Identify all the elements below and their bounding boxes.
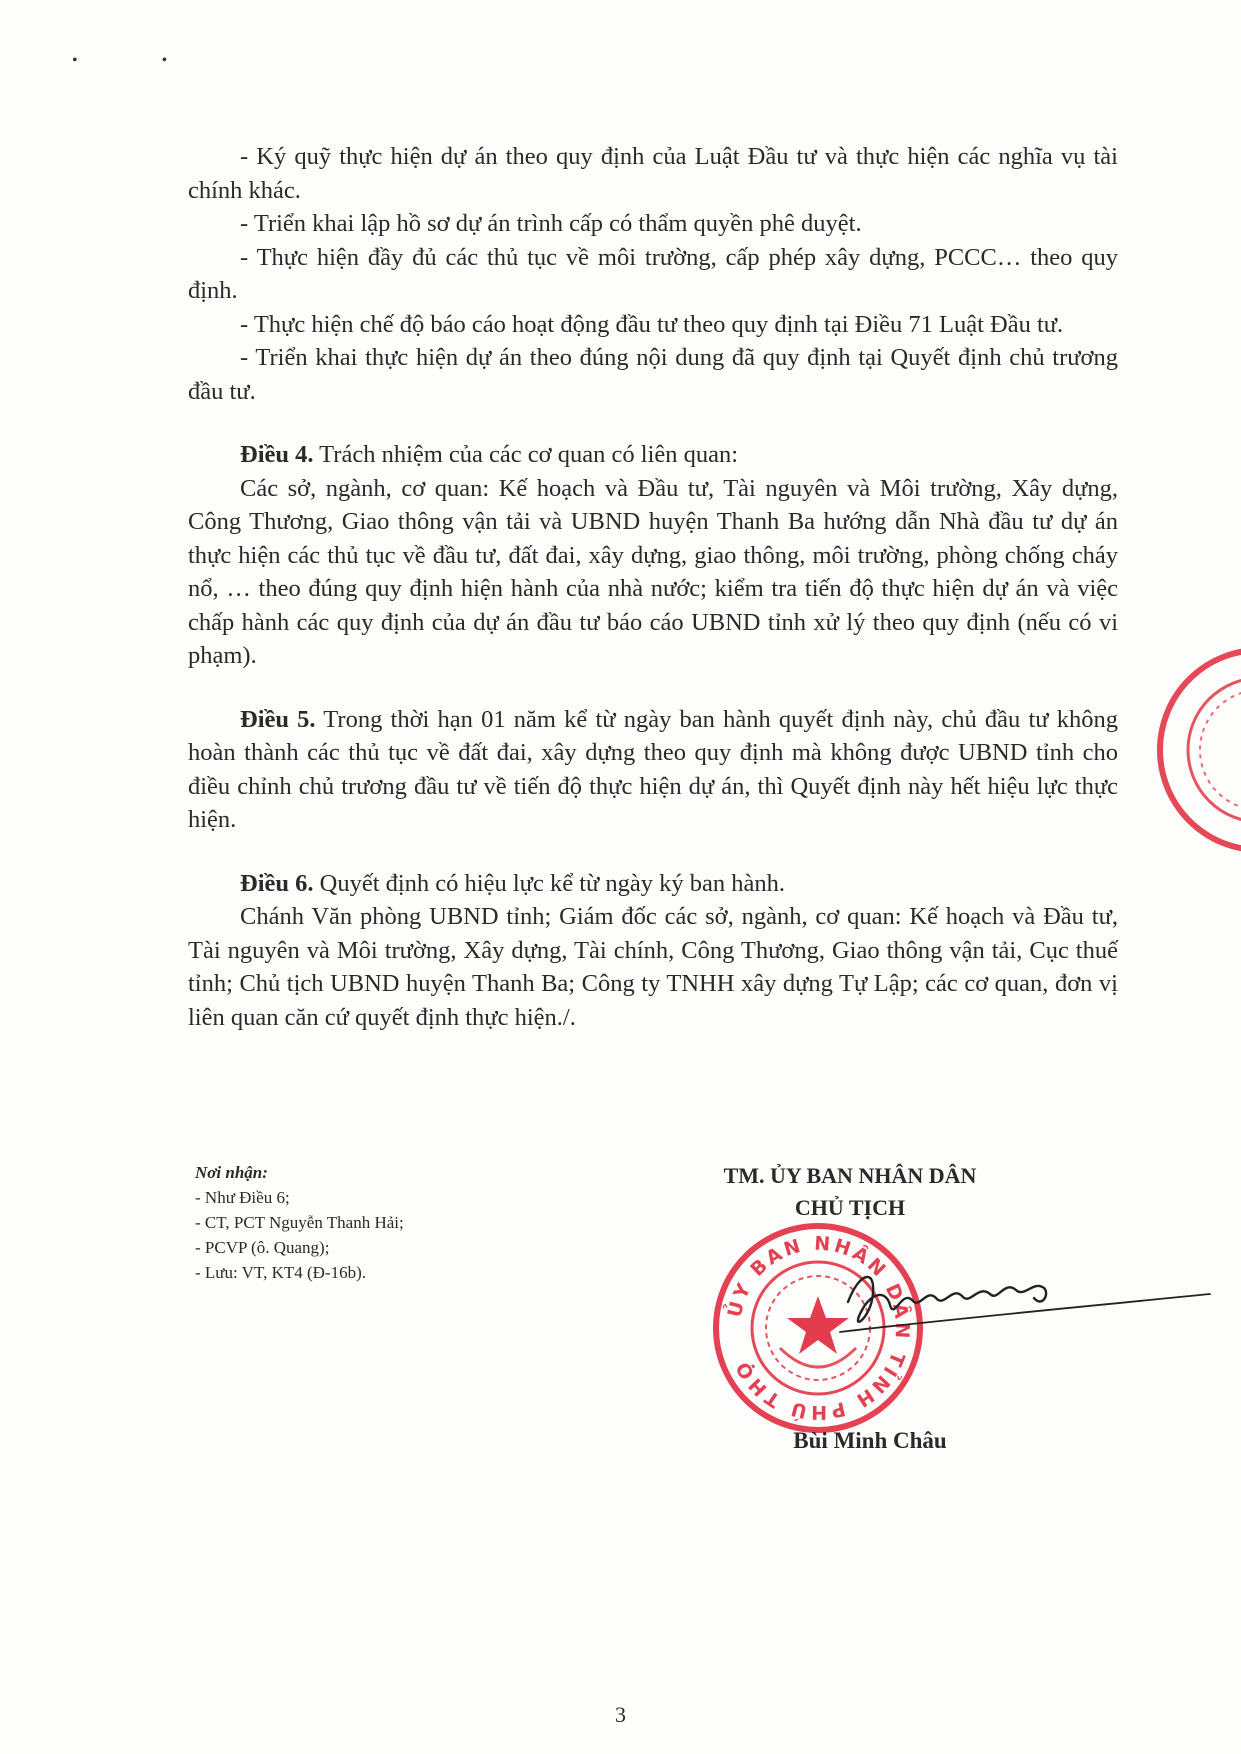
obligation-2: - Triển khai lập hồ sơ dự án trình cấp có thẩm quyền phê duyệt. bbox=[240, 210, 862, 237]
handwritten-signature-icon bbox=[820, 1250, 1220, 1360]
recipient-item: - PCVP (ô. Quang); bbox=[195, 1238, 330, 1257]
signer-name: Bùi Minh Châu bbox=[793, 1428, 947, 1453]
obligation-4: - Thực hiện chế độ báo cáo hoạt động đầu tư theo quy định tại Điều 71 Luật Đầu tư. bbox=[240, 310, 1064, 338]
recipient-item: - CT, PCT Nguyễn Thanh Hải; bbox=[195, 1213, 404, 1232]
article-4-title: Trách nhiệm của các cơ quan có liên quan: bbox=[313, 441, 739, 468]
seal-text: ỦY BAN NHÂN DÂN TỈNH PHÚ THỌ bbox=[723, 1232, 914, 1424]
recipient-item: - Lưu: VT, KT4 (Đ-16b). bbox=[195, 1263, 366, 1282]
article-6-title: Quyết định có hiệu lực kể từ ngày ký ban hành. bbox=[313, 869, 786, 897]
obligation-5: - Triển khai thực hiện dự án theo đúng nội dung đã quy định tại Quyết định chủ trương đầu tư. bbox=[188, 344, 1118, 405]
obligation-3: - Thực hiện đầy đủ các thủ tục về môi trường, cấp phép xây dựng, PCCC… theo quy định. bbox=[188, 243, 1118, 304]
signature-position: CHỦ TỊCH bbox=[794, 1195, 906, 1220]
article-5-label: Điều 5. bbox=[240, 705, 316, 733]
scan-specks: • • bbox=[72, 52, 208, 69]
document-body bbox=[188, 140, 1118, 1034]
recipient-item: - Như Điều 6; bbox=[195, 1188, 290, 1207]
recipients-title: Nơi nhận: bbox=[195, 1163, 268, 1182]
article-5 bbox=[188, 703, 1118, 837]
article-6-heading bbox=[188, 867, 1118, 901]
recipients-block bbox=[195, 1160, 404, 1285]
article-4-heading bbox=[188, 438, 1118, 472]
article-6-text: Chánh Văn phòng UBND tỉnh; Giám đốc các sở, ngành, cơ quan: Kế hoạch và Đầu tư, Tài nguyên và Môi trường, Xây dựng, Tài chính, Công Thương, Giao thông vận tải, Cục thuế tỉnh; Chủ tịch UBND huyện Thanh Ba; Công ty TNHH xây dựng Tự Lập; các cơ quan, đơn vị liên quan căn cứ quyết định thực hiện./. bbox=[188, 903, 1118, 1031]
article-4-label: Điều 4. bbox=[240, 441, 314, 468]
obligation-1: - Ký quỹ thực hiện dự án theo quy định của Luật Đầu tư và thực hiện các nghĩa vụ tài chính khác. bbox=[188, 143, 1118, 204]
page-number: 3 bbox=[615, 1702, 626, 1727]
article-5-text: Trong thời hạn 01 năm kể từ ngày ban hành quyết định này, chủ đầu tư không hoàn thành các thủ tục về đất đai, xây dựng theo quy định mà không được UBND tỉnh cho điều chỉnh chủ trương đầu tư về tiến độ thực hiện dự án, thì Quyết định này hết hiệu lực thực hiện. bbox=[188, 705, 1118, 833]
signature-org: TM. ỦY BAN NHÂN DÂN bbox=[723, 1163, 977, 1188]
article-6-label: Điều 6. bbox=[240, 869, 314, 897]
signature-title bbox=[680, 1160, 1020, 1224]
margin-seal-icon bbox=[1150, 640, 1241, 860]
article-4-text: Các sở, ngành, cơ quan: Kế hoạch và Đầu tư, Tài nguyên và Môi trường, Xây dựng, Công Thương, Giao thông vận tải và UBND huyện Thanh Ba hướng dẫn Nhà đầu tư dự án thực hiện các thủ tục về đầu tư, đất đai, xây dựng, giao thông, môi trường, phòng chống cháy nổ, … theo đúng quy định hiện hành của nhà nước; kiểm tra tiến độ thực hiện dự án và việc chấp hành các quy định của dự án đầu tư báo cáo UBND tỉnh xử lý theo quy định (nếu có vi phạm). bbox=[188, 474, 1118, 669]
